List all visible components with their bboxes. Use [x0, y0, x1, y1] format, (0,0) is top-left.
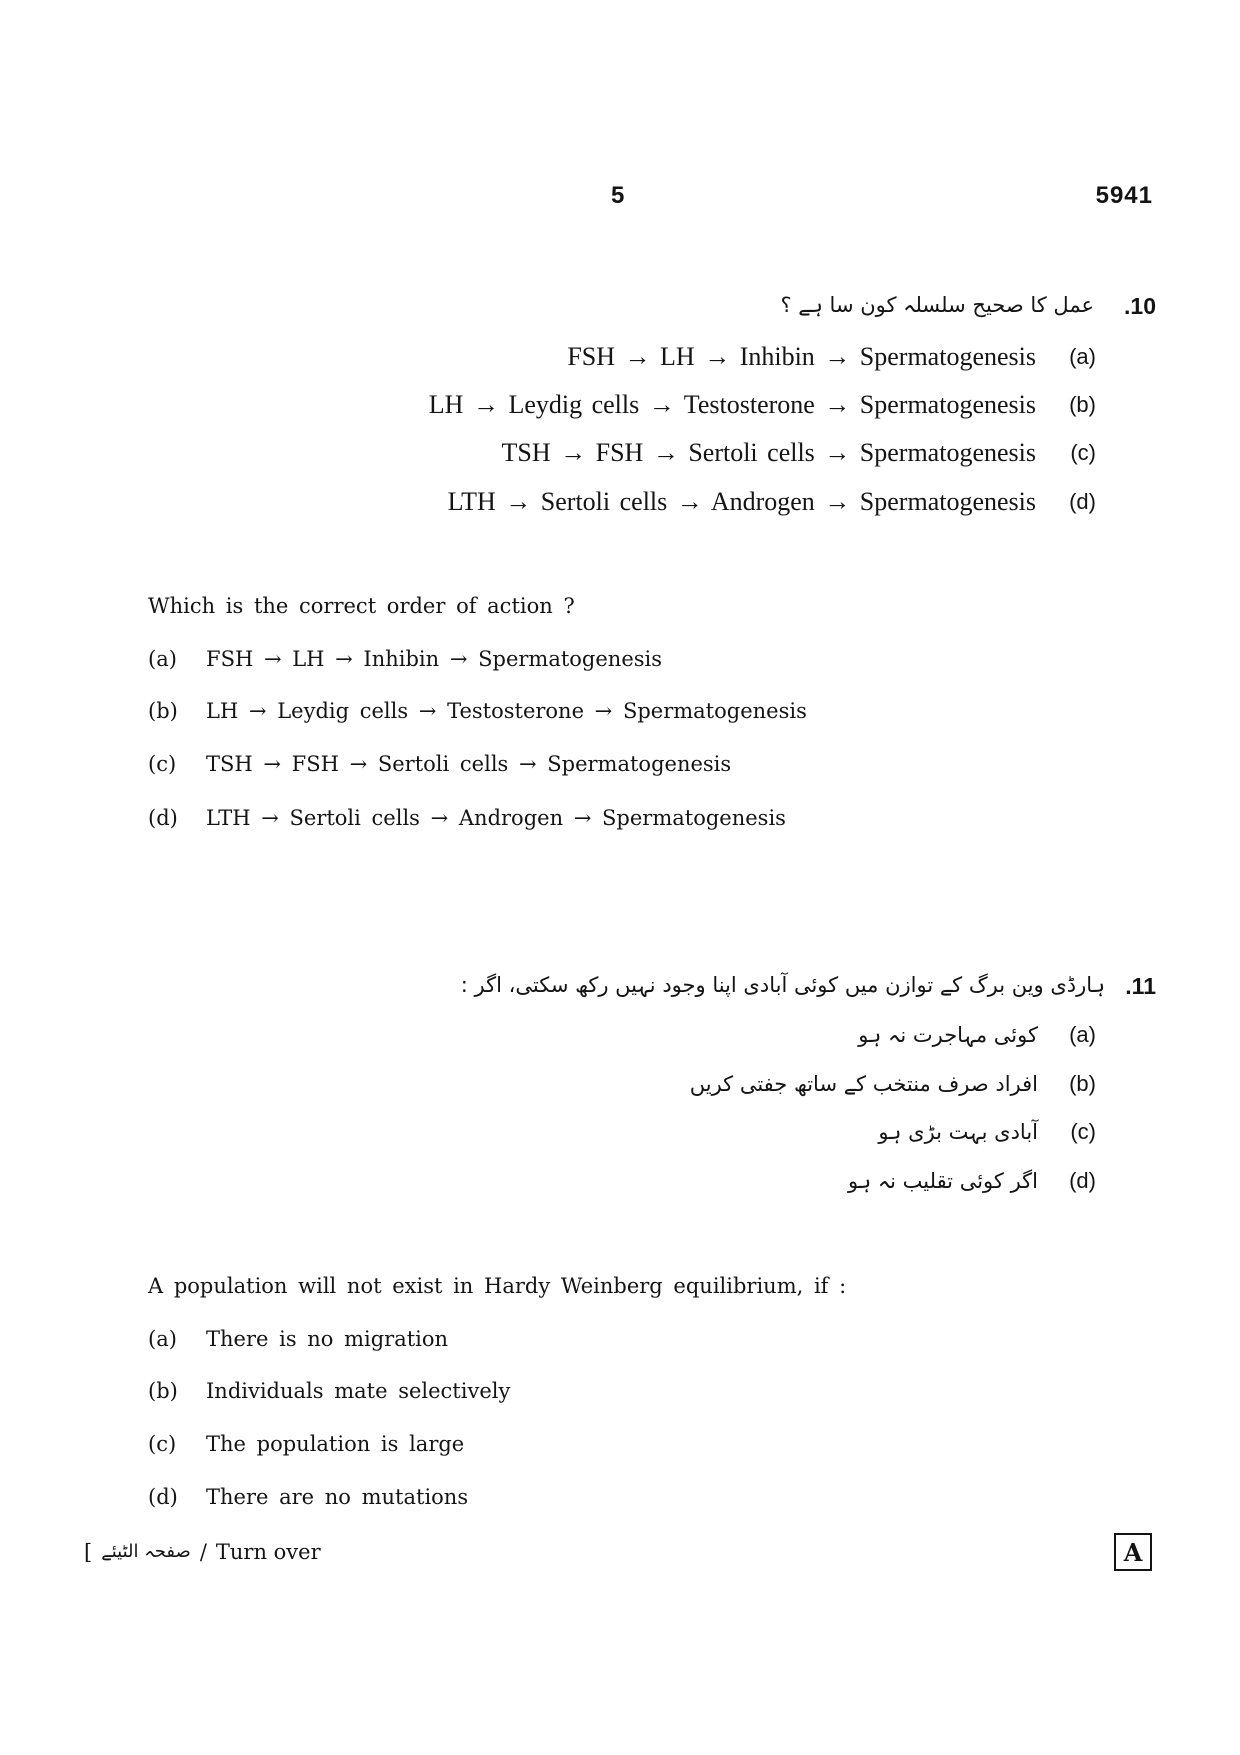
option-label: (d): [1069, 1168, 1096, 1193]
page-number: 5: [611, 182, 626, 209]
option-text-urdu: اگر کوئی تقلیب نہ ہو: [848, 1169, 1038, 1193]
option-text: Individuals mate selectively: [206, 1379, 511, 1403]
option-text-urdu: افراد صرف منتخب کے ساتھ جفتی کریں: [689, 1072, 1038, 1096]
footer-separator: /: [199, 1540, 207, 1564]
option-text: LTH → Sertoli cells → Androgen → Spermatogenesis: [447, 487, 1036, 516]
option-text: LTH → Sertoli cells → Androgen → Spermatogenesis: [206, 806, 786, 830]
option-label: (c): [1070, 1119, 1096, 1144]
option-label: (a): [148, 647, 177, 671]
option-text: FSH → LH → Inhibin → Spermatogenesis: [567, 342, 1036, 371]
option-text-urdu: آبادی بہت بڑی ہو: [878, 1120, 1038, 1144]
option-text: TSH → FSH → Sertoli cells → Spermatogenesis: [501, 438, 1036, 467]
question-text: Which is the correct order of action ?: [148, 594, 575, 618]
set-code: A: [1123, 1537, 1143, 1567]
question-text: A population will not exist in Hardy Weinberg equilibrium, if :: [148, 1274, 847, 1298]
question-text-urdu: ہارڈی وین برگ کے توازن میں کوئی آبادی اپنا وجود نہیں رکھ سکتی، اگر :: [460, 973, 1105, 997]
set-code-box: [1114, 1533, 1152, 1571]
turn-over-note: [84, 1538, 321, 1566]
option-label: (a): [148, 1327, 177, 1351]
option-label: (d): [148, 806, 178, 830]
option-text: There is no migration: [206, 1327, 449, 1351]
option-label: (b): [148, 699, 178, 723]
turn-over-urdu: صفحہ الٹیئے: [101, 1541, 191, 1562]
option-text: LH → Leydig cells → Testosterone → Spermatogenesis: [428, 390, 1036, 419]
question-text-urdu: عمل کا صحیح سلسلہ کون سا ہے ؟: [780, 293, 1094, 317]
option-label: (c): [1070, 440, 1096, 465]
option-label: (b): [1069, 392, 1096, 417]
question-number: .11: [1125, 973, 1156, 999]
option-label: (d): [1069, 489, 1096, 514]
option-label: (b): [148, 1379, 178, 1403]
option-text-urdu: کوئی مہاجرت نہ ہو: [858, 1023, 1038, 1047]
option-text: FSH → LH → Inhibin → Spermatogenesis: [206, 647, 663, 671]
option-label: (a): [1069, 1022, 1096, 1047]
option-text: There are no mutations: [206, 1485, 469, 1509]
option-label: (c): [148, 752, 177, 776]
option-text: TSH → FSH → Sertoli cells → Spermatogenesis: [206, 752, 732, 776]
turn-over-text: Turn over: [215, 1540, 321, 1564]
paper-code: 5941: [1095, 182, 1153, 209]
footer-bracket: [: [84, 1540, 93, 1564]
option-label: (b): [1069, 1071, 1096, 1096]
option-label: (d): [148, 1485, 178, 1509]
option-text: The population is large: [206, 1432, 465, 1456]
option-label: (c): [148, 1432, 177, 1456]
option-label: (a): [1069, 344, 1096, 369]
question-number: .10: [1124, 293, 1156, 319]
option-text: LH → Leydig cells → Testosterone → Spermatogenesis: [206, 699, 807, 723]
